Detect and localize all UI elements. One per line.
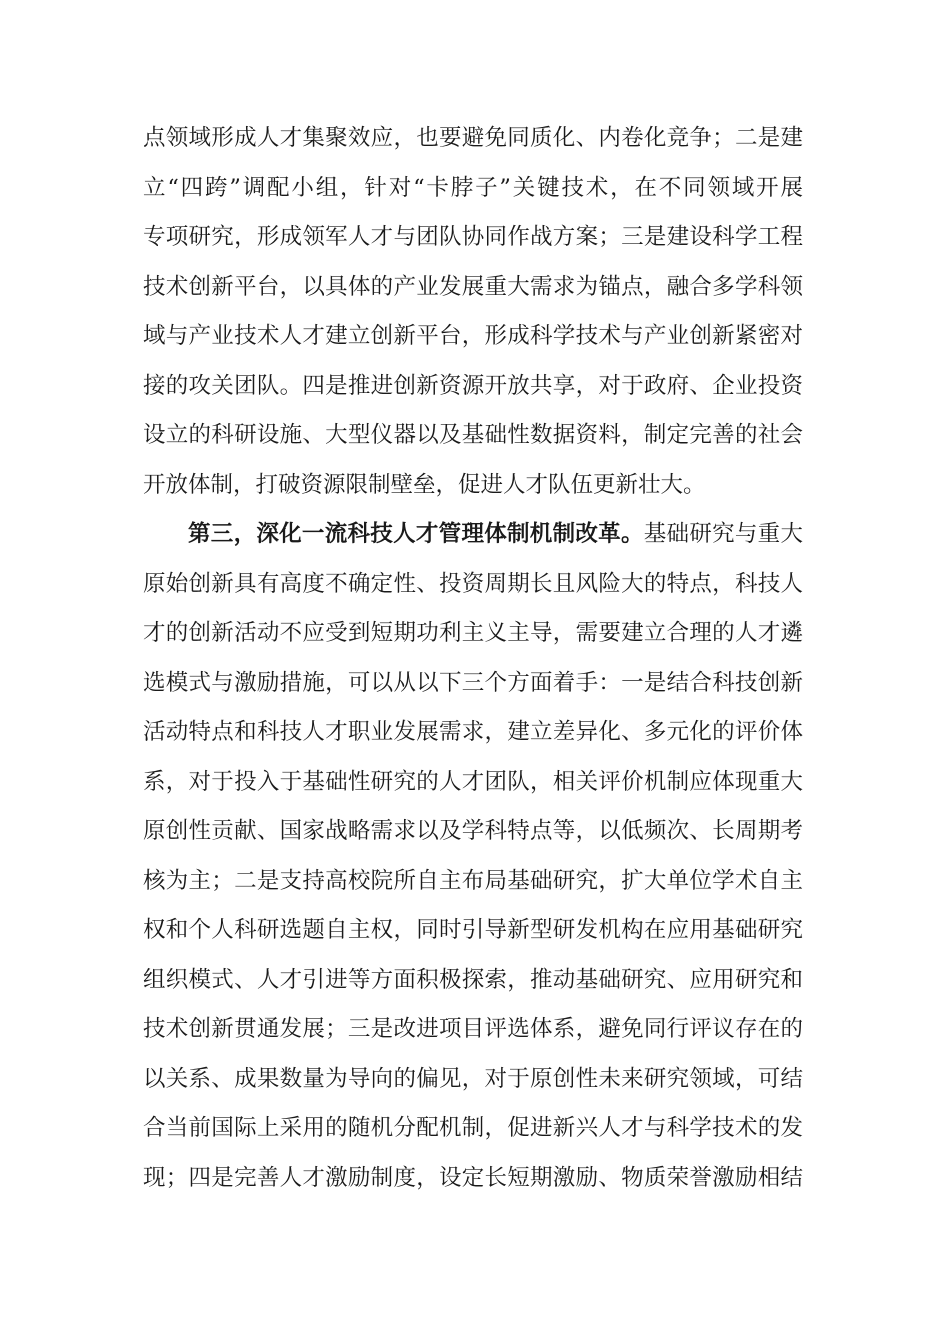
- section-three-heading: 第三，深化一流科技人才管理体制机制改革。: [188, 521, 644, 547]
- paragraph-line: 技术创新贯通发展；三是改进项目评选体系，避免同行评议存在的: [143, 1016, 803, 1042]
- paragraph-line: 合当前国际上采用的随机分配机制，促进新兴人才与科学技术的发: [143, 1115, 803, 1141]
- paragraph-line: 立“四跨”调配小组，针对“卡脖子”关键技术，在不同领域开展: [143, 174, 803, 201]
- paragraph-line: 技术创新平台，以具体的产业发展重大需求为锚点，融合多学科领: [143, 273, 803, 300]
- paragraph-line: 以关系、成果数量为导向的偏见，对于原创性未来研究领域，可结: [143, 1065, 803, 1092]
- paragraph-line: 活动特点和科技人才职业发展需求，建立差异化、多元化的评价体: [143, 719, 803, 745]
- paragraph-line: 专项研究，形成领军人才与团队协同作战方案；三是建设科学工程: [143, 224, 803, 250]
- paragraph-line: 核为主；二是支持高校院所自主布局基础研究，扩大单位学术自主: [143, 867, 803, 894]
- paragraph-line: 开放体制，打破资源限制壁垒，促进人才队伍更新壮大。: [143, 471, 706, 498]
- paragraph-line: 原始创新具有高度不确定性、投资周期长且风险大的特点，科技人: [143, 570, 803, 597]
- paragraph-line: 点领域形成人才集聚效应，也要避免同质化、内卷化竞争；二是建: [143, 125, 803, 151]
- body-text: [143, 114, 803, 1203]
- paragraph-line: 接的攻关团队。四是推进创新资源开放共享，对于政府、企业投资: [143, 372, 803, 399]
- paragraph-line: 域与产业技术人才建立创新平台，形成科学技术与产业创新紧密对: [143, 323, 803, 349]
- paragraph-line: 选模式与激励措施，可以从以下三个方面着手：一是结合科技创新: [143, 669, 803, 696]
- section-three-first-line: [143, 510, 803, 560]
- paragraph-line: 权和个人科研选题自主权，同时引导新型研发机构在应用基础研究: [143, 917, 803, 943]
- paragraph-line: 才的创新活动不应受到短期功利主义主导，需要建立合理的人才遴: [143, 620, 803, 646]
- paragraph-line: 系，对于投入于基础性研究的人才团队，相关评价机制应体现重大: [143, 768, 803, 795]
- section-three-first-line-text: 基础研究与重大: [643, 521, 803, 547]
- paragraph-line: 现；四是完善人才激励制度，设定长短期激励、物质荣誉激励相结: [143, 1164, 803, 1191]
- paragraph-line: 原创性贡献、国家战略需求以及学科特点等，以低频次、长周期考: [143, 818, 803, 844]
- paragraph-line: 设立的科研设施、大型仪器以及基础性数据资料，制定完善的社会: [143, 422, 803, 448]
- paragraph-line: 组织模式、人才引进等方面积极探索，推动基础研究、应用研究和: [143, 966, 803, 993]
